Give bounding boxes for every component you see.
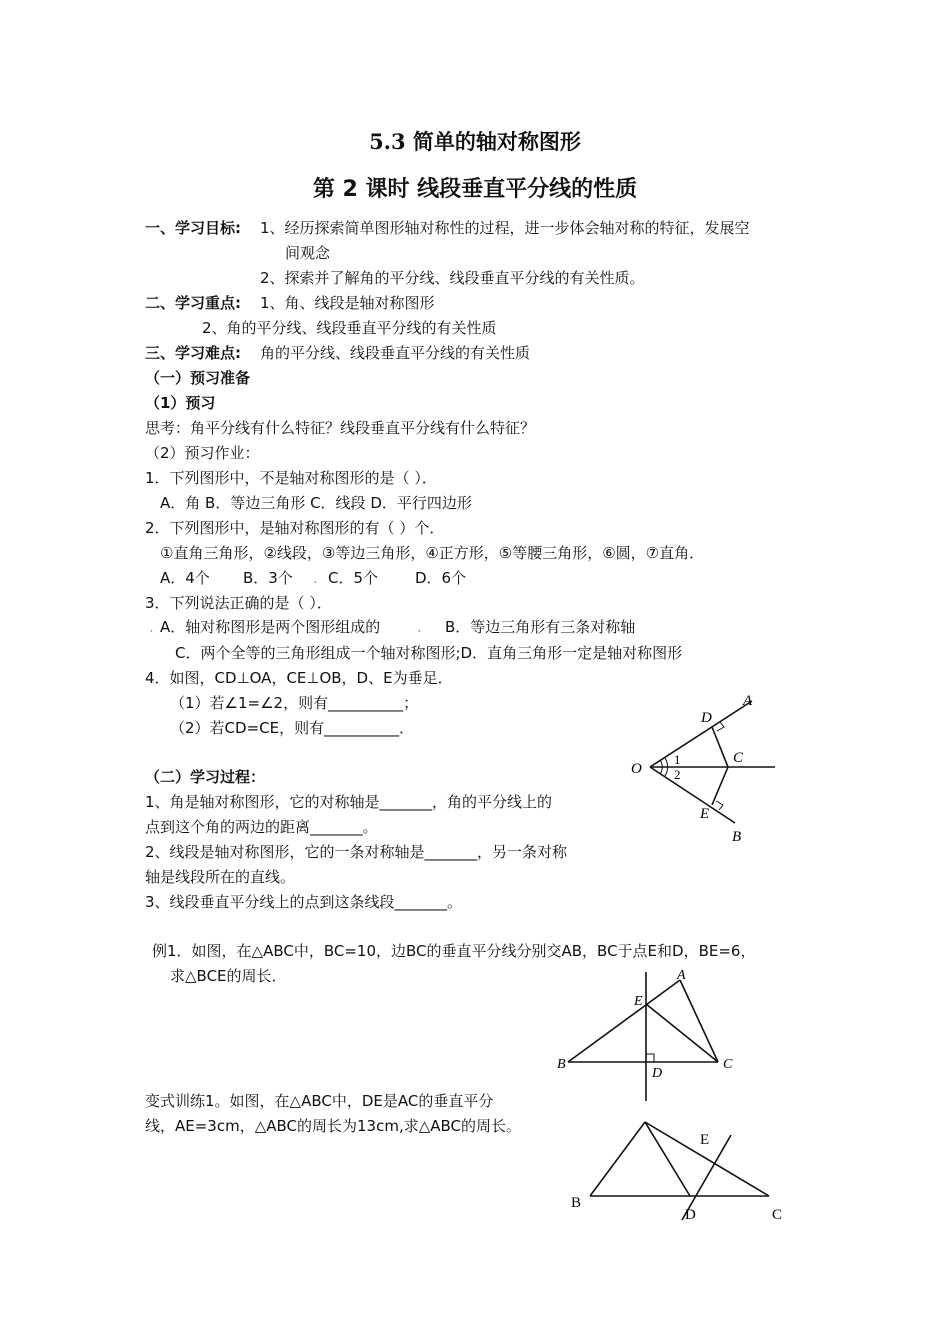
process-2-line1: 2、线段是轴对称图形，它的一条对称轴是_______，另一条对称 [145,843,568,861]
process-2-line2: 轴是线段所在的直线。 [145,868,296,886]
question-2-option-c: C．5个 [328,569,379,587]
question-3-option-b: B．等边三角形有三条对称轴 [445,618,636,636]
page-title: 5.3 简单的轴对称图形 [369,129,581,154]
variant-1-line2: 线，AE=3cm，△ABC的周长为13cm,求△ABC的周长。 [145,1117,522,1135]
figure1-label-c: C [733,750,744,766]
figure3-label-e: E [700,1132,710,1148]
preview-think: 思考：角平分线有什么特征？线段垂直平分线有什么特征？ [145,419,536,437]
process-3: 3、线段垂直平分线上的点到这条线段_______。 [145,893,463,911]
process-heading: （二）学习过程： [145,768,266,786]
variant-1-triangle-figure [565,1120,795,1230]
difficulties-text: 角的平分线、线段垂直平分线的有关性质 [260,344,531,362]
stray-dot: . [149,618,154,636]
key-points-label: 二、学习重点: [145,294,241,312]
page-subtitle: 第 2 课时 线段垂直平分线的性质 [312,177,638,202]
question-2-list: ①直角三角形，②线段，③等边三角形，④正方形，⑤等腰三角形，⑥圆，⑦直角． [160,544,705,562]
process-1-line2: 点到这个角的两边的距离_______。 [145,818,378,836]
stray-dot: . [313,569,318,587]
preview-sub2: （2）预习作业： [145,444,260,462]
objective-1-line2: 间观念 [285,244,331,262]
question-1-options: A．角 B．等边三角形 C．线段 D．平行四边形 [160,494,472,512]
figure2-label-d: D [652,1066,663,1081]
variant-1-line1: 变式训练1。如图，在△ABC中，DE是AC的垂直平分 [145,1092,494,1110]
question-2-option-b: B．3个 [243,569,293,587]
figure3-label-c: C [772,1207,783,1223]
angle-bisector-figure [620,685,790,850]
example-1-triangle-figure [550,965,750,1105]
question-3-option-a: A．轴对称图形是两个图形组成的 [160,618,381,636]
objective-1-line1: 1、经历探索简单图形轴对称性的过程，进一步体会轴对称的特征，发展空 [260,219,750,237]
question-2-option-d: D．6个 [415,569,467,587]
key-point-2: 2、角的平分线、线段垂直平分线的有关性质 [202,319,497,337]
figure3-label-d: D [685,1207,696,1223]
process-1-line1: 1、角是轴对称图形，它的对称轴是_______，角的平分线上的 [145,793,553,811]
figure3-label-b: B [571,1195,582,1211]
question-1: 1．下列图形中，不是轴对称图形的是（ ）． [145,469,437,487]
figure1-label-o: O [631,761,642,777]
objective-2: 2、探索并了解角的平分线、线段垂直平分线的有关性质。 [260,269,645,287]
figure2-label-a: A [677,968,686,983]
question-4: 4．如图，CD⊥OA，CE⊥OB，D、E为垂足． [145,669,453,687]
question-4-part1: （1）若∠1=∠2，则有__________； [170,694,419,712]
figure1-label-1: 1 [674,752,681,767]
figure1-label-e: E [700,806,710,822]
objectives-label: 一、学习目标: [145,219,241,237]
figure2-label-e: E [634,994,643,1009]
difficulties-label: 三、学习难点: [145,344,241,362]
question-4-part2: （2）若CD=CE，则有__________． [170,719,415,737]
question-2-option-a: A．4个 [160,569,210,587]
question-3-options-cd: C．两个全等的三角形组成一个轴对称图形;D．直角三角形一定是轴对称图形 [175,644,683,662]
figure2-label-b: B [557,1057,566,1072]
figure1-label-a: A [743,693,753,709]
key-point-1: 1、角、线段是轴对称图形 [260,294,435,312]
question-2: 2．下列图形中，是轴对称图形的有（ ）个． [145,519,445,537]
preview-heading: （一）预习准备 [145,369,251,387]
figure1-label-d: D [701,710,712,726]
figure1-label-b: B [732,829,742,845]
stray-dot: . [417,618,422,636]
preview-sub1: （1）预习 [145,394,216,412]
example-1-line2: 求△BCE的周长． [170,967,287,985]
example-1-line1: 例1．如图，在△ABC中，BC=10，边BC的垂直平分线分别交AB，BC于点E和D，BE=6， [152,942,756,960]
figure2-label-c: C [723,1057,733,1072]
question-3: 3．下列说法正确的是（ ）． [145,594,332,612]
figure1-label-2: 2 [674,767,681,782]
